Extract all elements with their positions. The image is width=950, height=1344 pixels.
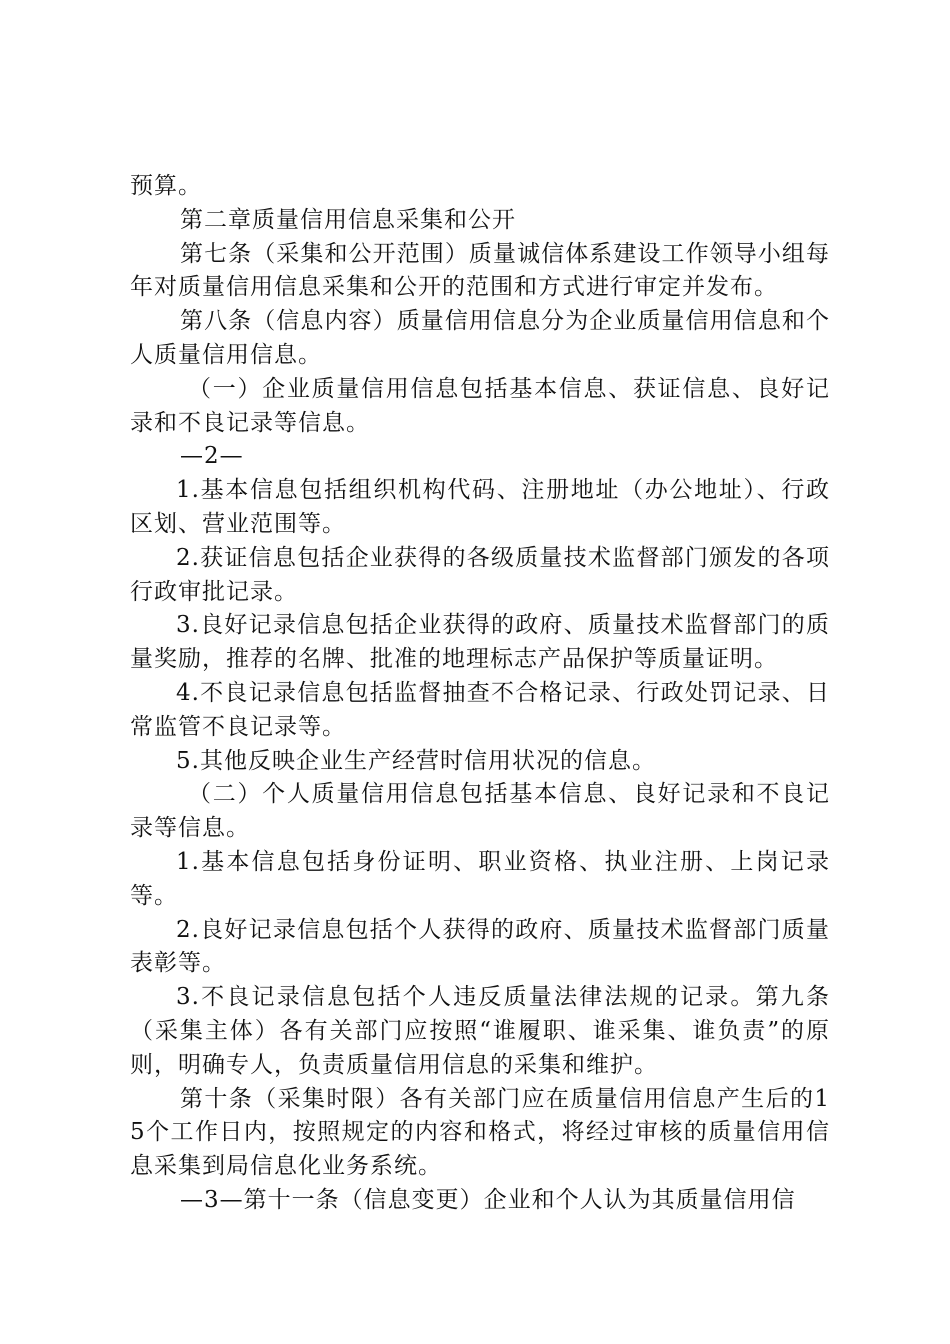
document-page <box>130 170 830 1218</box>
enterprise-item-5: 5.其他反映企业生产经营时信用状况的信息。 <box>176 747 656 774</box>
personal-item-2: 2.良好记录信息包括个人获得的政府、质量技术监督部门质量表彰等。 <box>130 916 830 977</box>
enterprise-item-4: 4.不良记录信息包括监督抽查不合格记录、行政处罚记录、日常监管不良记录等。 <box>130 679 830 740</box>
enterprise-item-3: 3.良好记录信息包括企业获得的政府、质量技术监督部门的质量奖励，推荐的名牌、批准的地理标志产品保护等质量证明。 <box>130 612 830 673</box>
article-8: 第八条（信息内容）质量信用信息分为企业质量信用信息和个人质量信用信息。 <box>130 308 830 368</box>
chapter-heading: 第二章质量信用信息采集和公开 <box>180 206 516 233</box>
item-personal-info: （二）个人质量信用信息包括基本信息、良好记录和不良记录等信息。 <box>130 781 830 842</box>
article-7: 第七条（采集和公开范围）质量诚信体系建设工作领导小组每年对质量信用信息采集和公开的范围和方式进行审定并发布。 <box>130 240 830 301</box>
page-number-2: —2— <box>180 443 244 470</box>
personal-item-3-article-9: 3.不良记录信息包括个人违反质量法律法规的记录。第九条（采集主体）各有关部门应按照“谁履职、谁采集、谁负责”的原则，明确专人，负责质量信用信息的采集和维护。 <box>130 984 830 1078</box>
personal-item-1: 1.基本信息包括身份证明、职业资格、执业注册、上岗记录等。 <box>130 848 830 909</box>
paragraph-budget: 预算。 <box>130 173 202 199</box>
article-10: 第十条（采集时限）各有关部门应在质量信用信息产生后的15个工作日内，按照规定的内容和格式，将经过审核的质量信用信息采集到局信息化业务系统。 <box>130 1085 830 1180</box>
page-number-3-article-11: —3—第十一条（信息变更）企业和个人认为其质量信用信 <box>180 1186 796 1213</box>
enterprise-item-2: 2.获证信息包括企业获得的各级质量技术监督部门颁发的各项行政审批记录。 <box>130 544 830 605</box>
item-enterprise-info: （一）企业质量信用信息包括基本信息、获证信息、良好记录和不良记录等信息。 <box>130 375 830 436</box>
enterprise-item-1: 1.基本信息包括组织机构代码、注册地址（办公地址）、行政区划、营业范围等。 <box>130 477 830 537</box>
